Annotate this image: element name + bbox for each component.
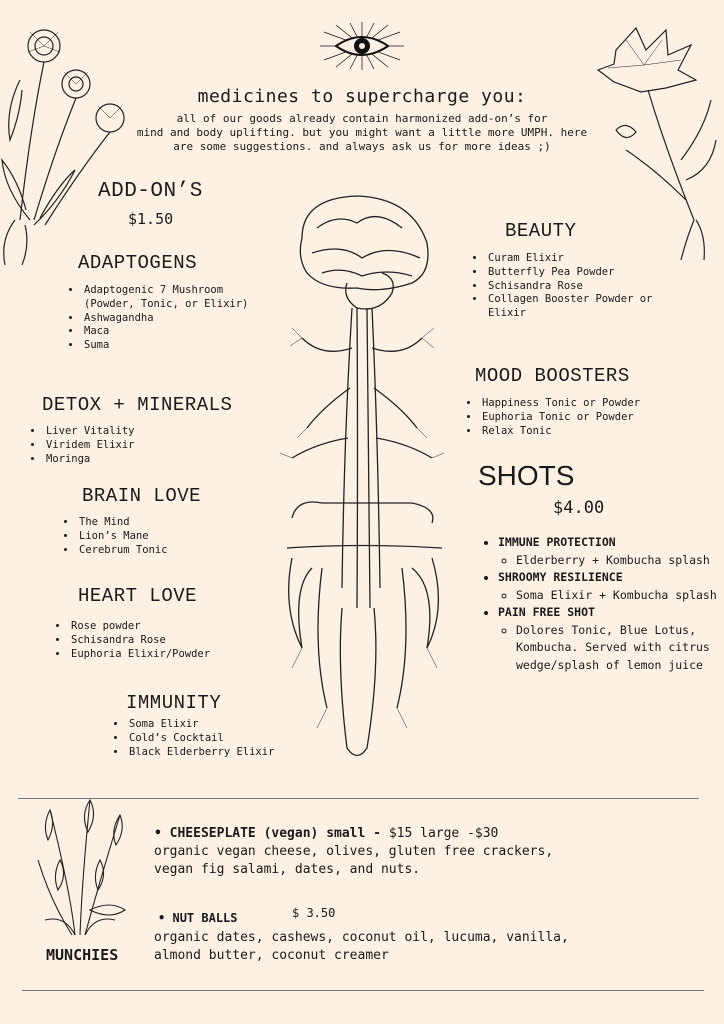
list-item: • Cold’s Cocktail — [127, 732, 347, 746]
immunity-heading: IMMUNITY — [126, 692, 222, 714]
herb-plant-illustration — [30, 790, 135, 940]
adaptogens-list — [60, 284, 272, 353]
list-item: • Maca — [82, 325, 272, 339]
menu-item-cheeseplate — [154, 825, 674, 879]
menu-item-description: organic dates, cashews, coconut oil, lucuma, vanilla, — [154, 930, 569, 945]
menu-item-price: $ 3.50 — [292, 906, 336, 920]
detox-list — [22, 425, 264, 466]
menu-item-name: CHEESEPLATE (vegan) small - — [169, 826, 381, 841]
list-item: • Ashwagandha — [82, 312, 272, 326]
list-item: • Lion’s Mane — [77, 530, 277, 544]
bullet: • — [154, 826, 162, 841]
list-item: • Collagen Booster Powder or Elixir — [486, 293, 686, 321]
shots-list — [480, 534, 724, 674]
shot-item — [498, 534, 724, 569]
adaptogens-heading: ADAPTOGENS — [78, 252, 198, 274]
intro-text — [110, 112, 614, 154]
shot-name: PAIN FREE SHOT — [498, 605, 595, 619]
beauty-heading: BEAUTY — [505, 220, 577, 242]
list-item: • Suma — [82, 339, 272, 353]
addons-price: $1.50 — [128, 210, 174, 228]
eye-icon — [318, 22, 406, 70]
shots-heading: SHOTS — [478, 460, 575, 491]
list-item: • Black Elderberry Elixir — [127, 746, 347, 760]
intro-line: mind and body uplifting. but you might want a little more UMPH. here — [136, 126, 588, 139]
list-item: • The Mind — [77, 516, 277, 530]
page-title: medicines to supercharge you: — [197, 86, 527, 107]
beauty-list — [464, 252, 686, 321]
brain-nervous-system-illustration — [262, 188, 462, 768]
menu-item-nutballs-title — [158, 911, 238, 925]
list-item: • Schisandra Rose — [69, 634, 289, 648]
shot-detail: ◦ Elderberry + Kombucha splash — [516, 552, 724, 570]
list-item: • Liver Vitality — [44, 425, 264, 439]
menu-item-description: organic vegan cheese, olives, gluten free crackers, — [154, 844, 554, 859]
munchies-heading: MUNCHIES — [46, 946, 119, 964]
list-item: • Soma Elixir — [127, 718, 347, 732]
detox-heading: DETOX + MINERALS — [42, 394, 233, 416]
shot-item — [498, 569, 724, 604]
list-item: • Euphoria Elixir/Powder — [69, 648, 289, 662]
list-item: • Relax Tonic — [480, 425, 700, 439]
list-item: • Rose powder — [69, 620, 289, 634]
list-item: • Moringa — [44, 453, 264, 467]
shot-name: SHROOMY RESILIENCE — [498, 570, 623, 584]
mood-heading: MOOD BOOSTERS — [475, 365, 630, 387]
menu-item-description: almond butter, coconut creamer — [154, 948, 389, 963]
shot-name: IMMUNE PROTECTION — [498, 535, 616, 549]
list-item: • Curam Elixir — [486, 252, 686, 266]
list-item: • Euphoria Tonic or Powder — [480, 411, 700, 425]
list-item: • Schisandra Rose — [486, 280, 686, 294]
shot-detail: ◦ Soma Elixir + Kombucha splash — [516, 587, 724, 605]
shot-detail: ◦ Dolores Tonic, Blue Lotus, Kombucha. Served with citrus wedge/splash of lemon juice — [516, 622, 724, 675]
brain-heading: BRAIN LOVE — [82, 485, 202, 507]
intro-line: all of our goods already contain harmonized add-on’s for — [176, 112, 548, 125]
menu-item-price: $15 large -$30 — [388, 826, 499, 841]
brain-list — [55, 516, 277, 557]
intro-line: are some suggestions. and always ask us for more ideas ;) — [173, 140, 551, 153]
list-item: • Adaptogenic 7 Mushroom (Powder, Tonic, or Elixir) — [82, 284, 272, 312]
addons-heading: ADD-ON’S — [98, 180, 203, 203]
mood-list — [458, 397, 700, 438]
heart-list — [47, 620, 289, 661]
bullet: • — [158, 911, 166, 925]
divider-bottom — [22, 990, 704, 991]
menu-item-description: vegan fig salami, dates, and nuts. — [154, 862, 421, 877]
divider-top — [18, 798, 699, 799]
list-item: • Happiness Tonic or Powder — [480, 397, 700, 411]
list-item: • Butterfly Pea Powder — [486, 266, 686, 280]
heart-heading: HEART LOVE — [78, 585, 198, 607]
shot-item — [498, 604, 724, 674]
list-item: • Cerebrum Tonic — [77, 544, 277, 558]
menu-item-nutballs — [154, 929, 674, 965]
menu-item-title — [154, 825, 674, 843]
shots-price: $4.00 — [553, 498, 605, 518]
immunity-list — [105, 718, 347, 759]
list-item: • Viridem Elixir — [44, 439, 264, 453]
menu-item-name: NUT BALLS — [172, 911, 238, 925]
